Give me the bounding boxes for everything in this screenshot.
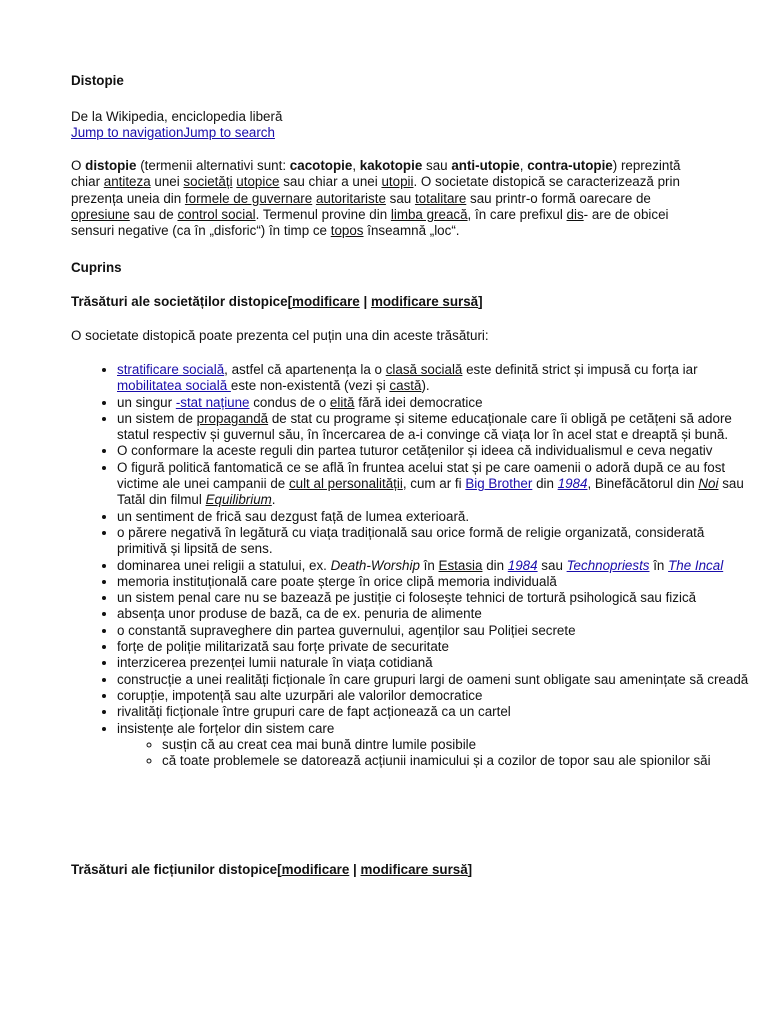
link-big-brother[interactable]: Big Brother bbox=[465, 476, 533, 492]
intro-text: unei bbox=[150, 174, 184, 190]
link-equilibrium[interactable]: Equilibrium bbox=[205, 492, 272, 508]
list-item: • absența unor produse de bază, ca de ex. penuria de alimente bbox=[117, 606, 749, 622]
item-text: un singur bbox=[117, 394, 176, 410]
page-title: Distopie bbox=[71, 73, 124, 88]
jump-to-search-link[interactable]: Jump to search bbox=[183, 125, 275, 140]
separator: | bbox=[349, 862, 361, 877]
list-item: • interzicerea prezenței lumii naturale în viața cotidiană bbox=[117, 655, 749, 671]
list-item bbox=[117, 558, 749, 574]
link-limba-greaca[interactable]: limba greacă bbox=[390, 206, 468, 222]
sub-list bbox=[117, 737, 749, 770]
item-text: condus de o bbox=[249, 394, 330, 410]
term-contra-utopie: contra-utopie bbox=[527, 158, 613, 173]
item-text: , Binefăcătorul din bbox=[587, 476, 699, 492]
link-totalitare[interactable]: totalitare bbox=[414, 190, 467, 206]
section-heading-societati bbox=[71, 294, 699, 310]
item-text: O figură politică fantomatică ce se află în fruntea acelui stat și pe care oamenii o adoră după ce au fost victime ale unei campanii de bbox=[117, 459, 726, 492]
list-item bbox=[117, 411, 749, 444]
item-text: în bbox=[419, 557, 439, 573]
intro-text: sau printr-o formă oarecare de bbox=[466, 190, 651, 206]
intro-text: ) reprezintă chiar bbox=[71, 158, 681, 190]
link-stratificare-sociala[interactable]: stratificare socială bbox=[117, 362, 225, 377]
list-item bbox=[117, 721, 749, 770]
jump-to-navigation-link[interactable]: Jump to navigation bbox=[71, 125, 184, 140]
item-text: un sistem de bbox=[117, 410, 197, 426]
list-item: • memoria instituțională care poate șterge în orice clipă memoria individuală bbox=[117, 574, 749, 590]
term-distopie: distopie bbox=[85, 158, 137, 173]
item-text: din bbox=[482, 557, 508, 573]
section-heading-text: Trăsături ale societăților distopice bbox=[71, 294, 288, 309]
link-cult-al-personalitatii[interactable]: cult al personalității bbox=[288, 476, 403, 492]
item-text: insistențe ale forțelor din sistem care bbox=[117, 720, 335, 736]
link-1984[interactable]: 1984 bbox=[507, 557, 538, 573]
list-item: • un sistem penal care nu se bazează pe justiție ci folosește tehnici de tortură psihologică sau fizică bbox=[117, 590, 749, 606]
list-item: • un sentiment de frică sau dezgust față de lumea exterioară. bbox=[117, 509, 749, 525]
intro-text: sau chiar a unei bbox=[279, 174, 382, 190]
item-text: de stat cu programe și siteme educaționale care îi obligă pe cetățeni să adore statul respectiv și guvernul său, în încercarea de a-i convinge că viața lor în acel stat e dreaptă și bună. bbox=[117, 410, 732, 443]
separator: | bbox=[359, 294, 371, 309]
intro-paragraph bbox=[71, 158, 703, 239]
list-item bbox=[117, 362, 749, 395]
intro-text: . Termenul provine din bbox=[255, 206, 391, 222]
term-anti-utopie: anti-utopie bbox=[451, 158, 520, 173]
sub-list-item: ◦ susțin că au creat cea mai bună dintre lumile posibile bbox=[162, 737, 749, 753]
link-clasa-sociala[interactable]: clasă socială bbox=[385, 362, 463, 377]
link-mobilitatea-sociala[interactable]: mobilitatea socială bbox=[117, 378, 231, 394]
bracket: ] bbox=[478, 294, 483, 309]
list-item: • O conformare la aceste reguli din partea tuturor cetățenilor și ideea că individualismul e ceva negativ bbox=[117, 443, 749, 459]
intro-text: sau de bbox=[129, 206, 178, 222]
list-item: • construcție a unei realități ficționale în care grupuri largi de oameni sunt obligate sau amenințate să creadă bbox=[117, 672, 749, 688]
intro-text: . O societate distopică se caracterizează prin prezența uneia din bbox=[71, 174, 680, 206]
item-text: este definită strict și impusă cu forța iar bbox=[462, 362, 698, 377]
page-subtitle: De la Wikipedia, enciclopedia liberă bbox=[71, 109, 283, 124]
item-text: în bbox=[649, 557, 669, 573]
intro-text: (termenii alternativi sunt: bbox=[136, 158, 290, 173]
list-item: • rivalități ficționale între grupuri care de fapt acționează ca un cartel bbox=[117, 704, 749, 720]
term-cacotopie: cacotopie bbox=[289, 158, 353, 173]
link-autoritariste[interactable]: autoritariste bbox=[315, 190, 386, 206]
intro-text: sau bbox=[422, 158, 452, 173]
edit-link[interactable]: modificare bbox=[281, 862, 350, 877]
section-heading-text: Trăsături ale ficțiunilor distopice bbox=[71, 862, 278, 877]
item-text: , astfel că apartenența la o bbox=[224, 362, 386, 377]
list-item: • forțe de poliție militarizată sau forțe private de securitate bbox=[117, 639, 749, 655]
link-1984[interactable]: 1984 bbox=[557, 476, 588, 492]
sub-list-item: ◦ că toate problemele se datorează acțiunii inamicului și a cozilor de topor sau ale spionilor săi bbox=[162, 753, 749, 769]
bracket: [ bbox=[287, 294, 293, 309]
item-text: sau bbox=[537, 557, 567, 573]
link-control-social[interactable]: control social bbox=[177, 206, 256, 222]
link-societati[interactable]: societăți bbox=[183, 174, 233, 190]
section-heading-fictiuni bbox=[71, 862, 699, 878]
term-kakotopie: kakotopie bbox=[359, 158, 423, 173]
list-item: • o părere negativă în legătură cu viața tradițională sau orice formă de religie organizată, considerată primitivă și lipsită de sens. bbox=[117, 525, 749, 558]
edit-link[interactable]: modificare bbox=[292, 294, 360, 309]
item-text: din bbox=[532, 476, 558, 492]
item-text: . bbox=[271, 492, 276, 508]
edit-source-link[interactable]: modificare sursă bbox=[370, 294, 479, 309]
link-the-incal[interactable]: The Incal bbox=[668, 557, 724, 573]
link-elita[interactable]: elită bbox=[329, 394, 355, 410]
link-propaganda[interactable]: propagandă bbox=[196, 410, 269, 426]
link-utopice[interactable]: utopice bbox=[236, 174, 280, 190]
intro-text: , în care prefixul bbox=[467, 206, 567, 222]
item-text: dominarea unei religii a statului, ex. bbox=[117, 557, 331, 573]
intro-text: sau bbox=[385, 190, 415, 206]
death-worship-text: Death-Worship bbox=[330, 557, 420, 573]
section-intro-paragraph: O societate distopică poate prezenta cel puțin una din aceste trăsături: bbox=[71, 328, 489, 343]
list-item: • corupție, impotență sau alte uzurpări ale valorilor democratice bbox=[117, 688, 749, 704]
edit-source-link[interactable]: modificare sursă bbox=[360, 862, 468, 877]
item-text: , cum ar fi bbox=[402, 476, 466, 492]
link-dis[interactable]: dis bbox=[566, 206, 584, 222]
item-text: ). bbox=[421, 378, 430, 394]
intro-text: - are de obicei sensuri negative (ca în „disforic“) în timp ce bbox=[71, 206, 669, 239]
list-item bbox=[117, 460, 749, 509]
link-utopii[interactable]: utopii bbox=[381, 174, 414, 190]
item-text: fără idei democratice bbox=[354, 394, 483, 410]
link-noi[interactable]: Noi bbox=[698, 476, 719, 492]
link-technopriests[interactable]: Technopriests bbox=[566, 557, 650, 573]
list-item: • o constantă supraveghere din partea guvernului, agenților sau Poliției secrete bbox=[117, 623, 749, 639]
intro-text: , bbox=[519, 158, 528, 173]
toc-heading: Cuprins bbox=[71, 260, 122, 275]
link-topos[interactable]: topos bbox=[330, 223, 364, 239]
traits-list bbox=[71, 362, 749, 769]
list-item bbox=[117, 395, 749, 411]
jump-links bbox=[71, 125, 699, 141]
link-antiteza[interactable]: antiteza bbox=[103, 174, 151, 190]
link-stat-natiune[interactable]: -stat națiune bbox=[175, 394, 250, 410]
intro-text: O bbox=[71, 158, 86, 173]
item-text: este non-existentă (vezi și bbox=[230, 378, 390, 394]
bracket: [ bbox=[277, 862, 282, 877]
item-text: sau Tatăl din filmul bbox=[117, 476, 744, 508]
link-opresiune[interactable]: opresiune bbox=[71, 206, 130, 222]
link-casta[interactable]: castă bbox=[389, 378, 422, 394]
intro-text: înseamnă „loc“. bbox=[363, 223, 460, 239]
intro-text: , bbox=[352, 158, 360, 173]
bracket: ] bbox=[467, 862, 473, 877]
link-formele-de-guvernare[interactable]: formele de guvernare bbox=[184, 190, 313, 206]
link-estasia[interactable]: Estasia bbox=[438, 557, 483, 573]
